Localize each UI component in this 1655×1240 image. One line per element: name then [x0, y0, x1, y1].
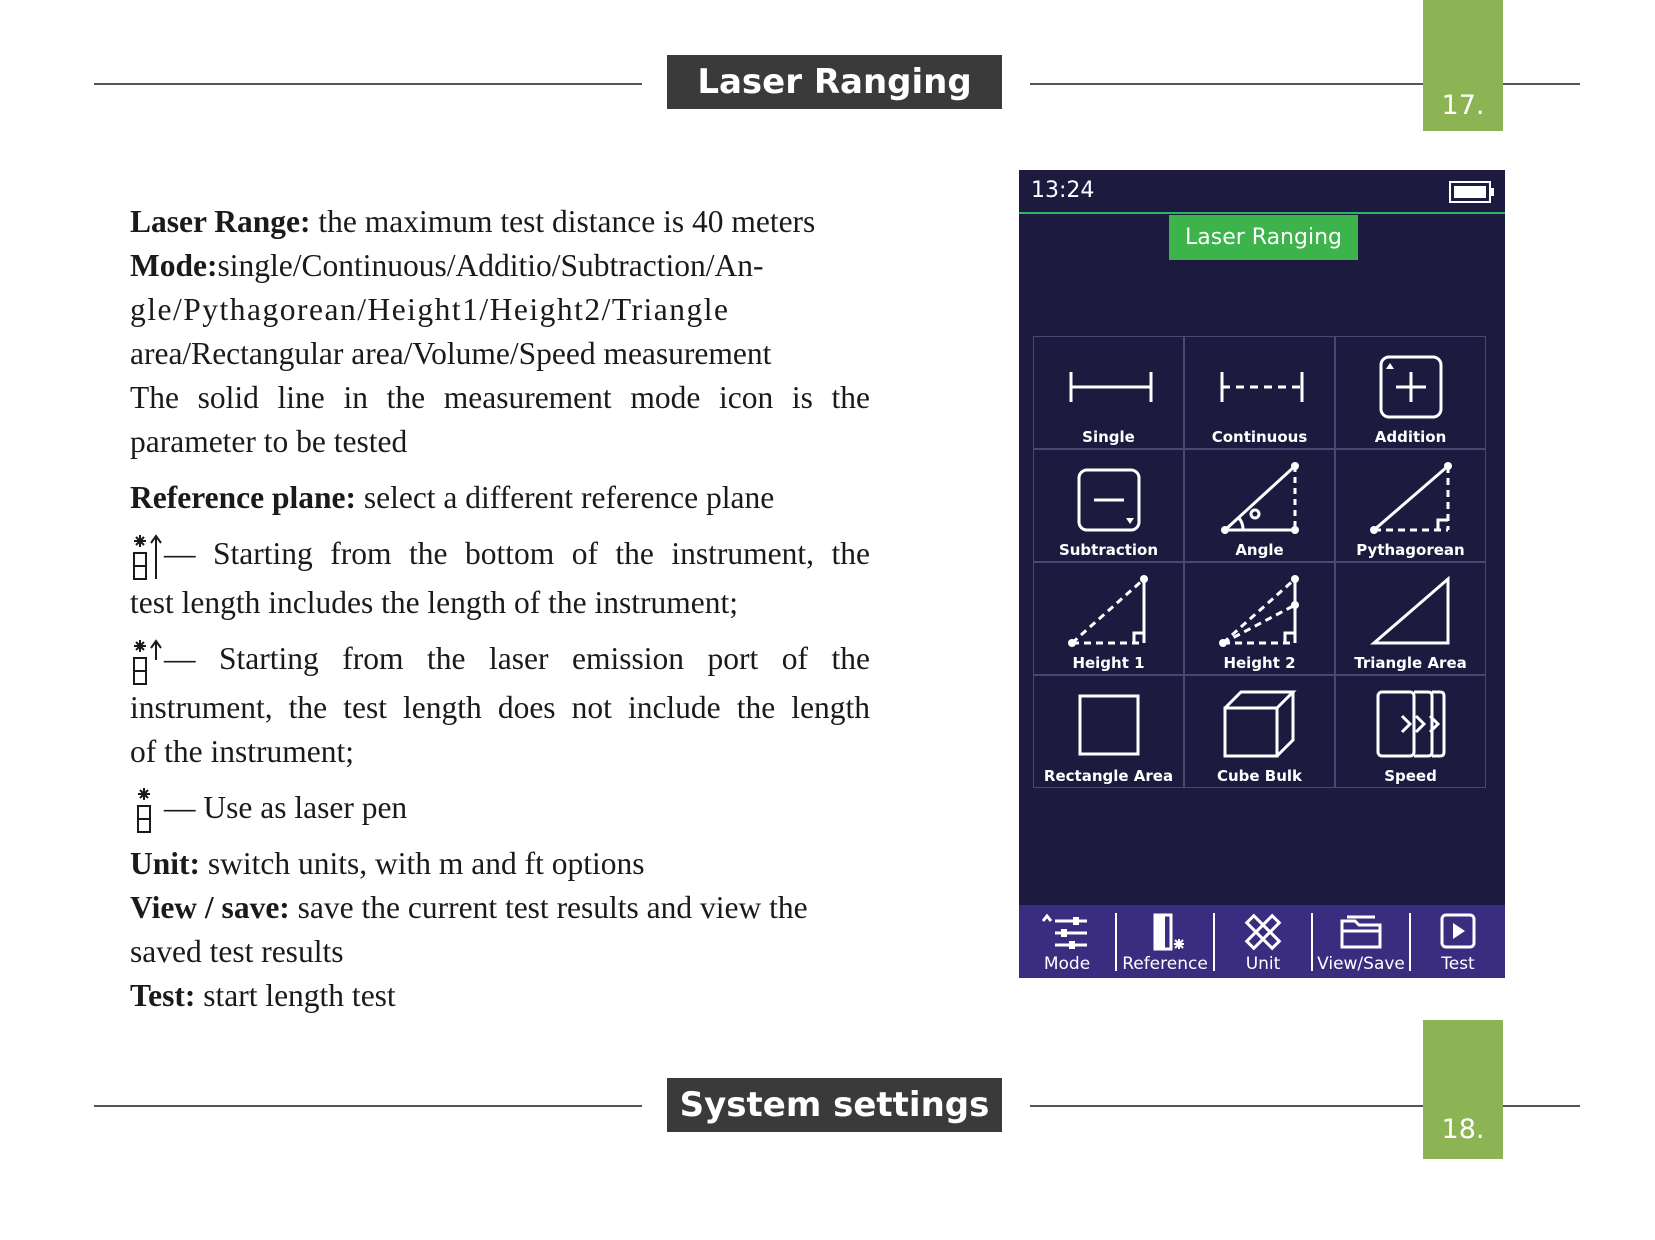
port-reference-icon [130, 638, 164, 686]
mode-height-1[interactable] [1033, 562, 1184, 675]
unit-text: switch units, with m and ft options [200, 846, 645, 882]
toolbar-label: Unit [1245, 954, 1281, 974]
toolbar-view-save[interactable] [1313, 905, 1409, 978]
mode-rectangle-area[interactable] [1033, 675, 1184, 788]
speed-icon [1336, 676, 1487, 766]
laser-pen-text: — Use as laser pen [164, 789, 408, 825]
toolbar-reference[interactable] [1117, 905, 1213, 978]
device-toolbar [1019, 905, 1505, 978]
mode-subtraction[interactable] [1033, 449, 1184, 562]
mode-label: Cube Bulk [1216, 767, 1303, 785]
test-label: Test: [130, 978, 196, 1014]
header-rule-left [94, 83, 642, 85]
unit-line [130, 842, 870, 886]
rectangle-area-icon [1034, 676, 1185, 766]
single-icon [1034, 337, 1185, 427]
port-reference-line-2: instrument, the test length does not include the length [130, 689, 870, 725]
port-reference-line [130, 637, 870, 686]
page-title: Laser Ranging [667, 55, 1002, 109]
reference-icon [1141, 911, 1189, 953]
bottom-reference-line [130, 532, 870, 581]
next-page-title: System settings [667, 1078, 1002, 1132]
ruler-pencil-icon [1239, 911, 1287, 953]
toolbar-unit[interactable] [1215, 905, 1311, 978]
mode-pythagorean[interactable] [1335, 449, 1486, 562]
view-save-text-1: save the current test results and view the [289, 890, 808, 926]
angle-icon [1185, 450, 1336, 540]
folder-icon [1337, 911, 1385, 953]
solid-line-2: parameter to be tested [130, 424, 408, 459]
footer-rule-left [94, 1105, 642, 1107]
mode-label: Mode: [130, 248, 218, 283]
toolbar-test[interactable] [1411, 905, 1505, 978]
height1-icon [1034, 563, 1185, 653]
reference-text: select a different reference plane [355, 480, 775, 515]
mode-addition[interactable] [1335, 336, 1486, 449]
view-save-line [130, 886, 870, 930]
mode-grid [1033, 336, 1492, 792]
mode-label: Continuous [1211, 428, 1308, 446]
test-line [130, 974, 870, 1018]
reference-label: Reference plane: [130, 480, 356, 515]
toolbar-label: Reference [1122, 954, 1208, 974]
test-text: start length test [195, 978, 396, 1014]
pythagorean-icon [1336, 450, 1487, 540]
range-line [130, 200, 870, 244]
mode-line-2: gle/Pythagorean/Height1/Height2/Triangle [130, 292, 730, 327]
reference-line [130, 476, 870, 520]
view-save-label: View / save: [130, 890, 290, 926]
range-label: Laser Range: [130, 204, 311, 239]
continuous-icon [1185, 337, 1336, 427]
status-bar [1019, 170, 1505, 214]
mode-height-2[interactable] [1184, 562, 1335, 675]
screen-title: Laser Ranging [1169, 215, 1358, 260]
mode-label: Single [1082, 428, 1135, 446]
addition-icon [1336, 337, 1487, 427]
toolbar-label: Mode [1043, 954, 1091, 974]
mode-label: Triangle Area [1354, 654, 1467, 672]
bottom-reference-icon [130, 533, 164, 581]
subtraction-icon [1034, 450, 1185, 540]
mode-label: Height 2 [1223, 654, 1296, 672]
port-reference-line-3: of the instrument; [130, 733, 354, 769]
bottom-reference-text-1: — Starting from the bottom of the instrument, the [164, 536, 870, 571]
mode-label: Subtraction [1058, 541, 1159, 559]
solid-line-1: The solid line in the measurement mode icon is the [130, 380, 870, 415]
toolbar-label: View/Save [1317, 954, 1405, 974]
mode-continuous[interactable] [1184, 336, 1335, 449]
mode-angle[interactable] [1184, 449, 1335, 562]
toolbar-label: Test [1441, 954, 1475, 974]
range-text: the maximum test distance is 40 meters [310, 204, 816, 239]
mode-speed[interactable] [1335, 675, 1486, 788]
mode-line-1 [130, 244, 870, 288]
play-icon [1434, 911, 1482, 953]
device-screen [1019, 170, 1505, 978]
instruction-text [130, 200, 870, 1018]
battery-icon [1449, 181, 1495, 203]
mode-label: Height 1 [1072, 654, 1145, 672]
height2-icon [1185, 563, 1336, 653]
laser-pen-line [130, 786, 870, 835]
toolbar-mode[interactable] [1019, 905, 1115, 978]
unit-label: Unit: [130, 846, 200, 882]
bottom-reference-line-2: test length includes the length of the instrument; [130, 584, 739, 620]
mode-cube-bulk[interactable] [1184, 675, 1335, 788]
triangle-area-icon [1336, 563, 1487, 653]
sliders-icon [1037, 911, 1097, 953]
mode-text-1: single/Continuous/Additio/Subtraction/An- [217, 248, 764, 283]
mode-label: Angle [1235, 541, 1284, 559]
status-time: 13:24 [1031, 178, 1095, 203]
mode-label: Addition [1374, 428, 1447, 446]
laser-pen-icon [130, 786, 164, 834]
mode-single[interactable] [1033, 336, 1184, 449]
view-save-line-2: saved test results [130, 934, 344, 970]
next-page-number-tab: 18. [1423, 1020, 1503, 1159]
cube-bulk-icon [1185, 676, 1336, 766]
mode-label: Pythagorean [1356, 541, 1465, 559]
mode-line-3: area/Rectangular area/Volume/Speed measurement [130, 336, 772, 371]
mode-triangle-area[interactable] [1335, 562, 1486, 675]
page-number-tab: 17. [1423, 0, 1503, 131]
mode-label: Rectangle Area [1043, 767, 1174, 785]
mode-label: Speed [1384, 767, 1437, 785]
port-reference-text-1: — Starting from the laser emission port of the [164, 640, 870, 676]
